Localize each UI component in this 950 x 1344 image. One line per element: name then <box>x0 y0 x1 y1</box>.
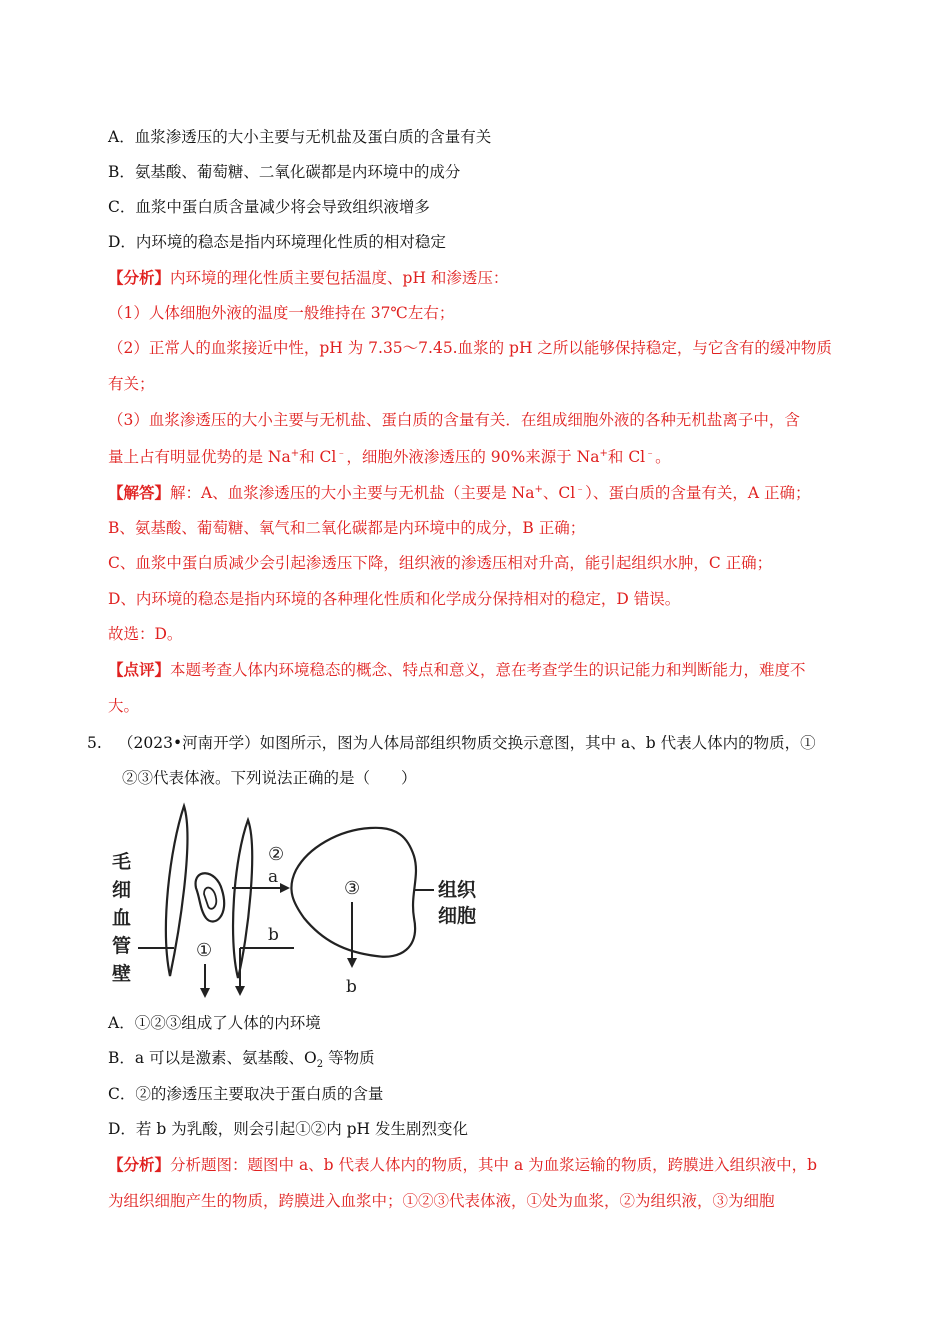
option-a: A．血浆渗透压的大小主要与无机盐及蛋白质的含量有关 <box>108 128 492 146</box>
q5-analysis-line-2: 为组织细胞产生的物质，跨膜进入血浆中；①②③代表体液，①处为血浆，②为组织液，③为细胞 <box>108 1192 775 1210</box>
option-c: C．血浆中蛋白质含量减少将会导致组织液增多 <box>108 198 430 216</box>
arrow-b-head <box>235 986 245 996</box>
label-char: 毛 <box>112 851 132 873</box>
superscript: ﹣ <box>645 447 656 459</box>
answer-part: 解：A、血浆渗透压的大小主要与无机盐（主要是 Na <box>170 484 535 502</box>
q5-analysis-tag: 【分析】 <box>108 1155 171 1174</box>
subscript: 2 <box>316 1059 324 1071</box>
analysis-line-4: 有关； <box>108 375 155 393</box>
label-b-mid: b <box>268 925 279 945</box>
q5-option-a: A．①②③组成了人体的内环境 <box>108 1014 321 1032</box>
q5-option-b-part: 等物质 <box>323 1049 375 1067</box>
answer-line-4: D、内环境的稳态是指内环境的各种理化性质和化学成分保持相对的稳定，D 错误。 <box>108 590 681 608</box>
review-tag: 【点评】 <box>108 660 171 679</box>
analysis-line-2: （1）人体细胞外液的温度一般维持在 37℃左右； <box>108 304 455 322</box>
blood-cell-inner <box>204 888 216 909</box>
label-a: a <box>268 867 279 887</box>
capillary-wall-left <box>166 806 187 976</box>
marker-2: ② <box>268 844 285 865</box>
answer-line-3: C、血浆中蛋白质减少会引起渗透压下降，组织液的渗透压相对升高，能引起组织水肿，C 正确； <box>108 554 773 572</box>
tissue-exchange-diagram <box>108 798 488 1003</box>
arrow-1-head <box>200 988 210 998</box>
analysis-line-6-part: ，细胞外液渗透压的 90%来源于 Na <box>346 448 600 466</box>
superscript: + <box>599 447 608 459</box>
answer-line-1 <box>108 482 811 504</box>
analysis-tag: 【分析】 <box>108 268 171 287</box>
tissue-cell-label-1: 组织 <box>438 879 477 901</box>
label-char: 细 <box>112 879 132 901</box>
label-char: 管 <box>112 935 132 957</box>
question-number: 5. <box>87 734 102 752</box>
analysis-line-6-part: 和 Cl <box>607 448 646 466</box>
analysis-line-3: （2）正常人的血浆接近中性，pH 为 7.35～7.45.血浆的 pH 之所以能够保持稳定，与它含有的缓冲物质 <box>108 339 832 357</box>
superscript: ﹣ <box>575 483 586 495</box>
q5-analysis-line-1 <box>108 1154 817 1176</box>
analysis-line-6 <box>108 446 671 468</box>
label-char: 壁 <box>112 963 132 985</box>
q5-analysis-text: 分析题图：题图中 a、b 代表人体内的物质，其中 a 为血浆运输的物质，跨膜进入组织液中，b <box>170 1156 818 1174</box>
question-line-2: ②③代表体液。下列说法正确的是（ ） <box>122 769 417 787</box>
superscript: ﹣ <box>336 447 347 459</box>
answer-line-5: 故选：D。 <box>108 625 183 643</box>
option-d: D．内环境的稳态是指内环境理化性质的相对稳定 <box>108 233 446 251</box>
blood-cell-outer <box>196 873 225 921</box>
label-char: 血 <box>112 907 132 929</box>
capillary-wall-right <box>233 820 252 978</box>
arrow-3-head <box>347 958 357 968</box>
analysis-text: 内环境的理化性质主要包括温度、pH 和渗透压： <box>170 269 509 287</box>
label-b-bottom: b <box>346 977 357 997</box>
review-line-2: 大。 <box>108 697 140 715</box>
marker-1: ① <box>196 940 213 961</box>
q5-option-b-part: B．a 可以是激素、氨基酸、O <box>108 1049 317 1067</box>
superscript: + <box>534 483 543 495</box>
analysis-line-6-part: 。 <box>655 448 671 466</box>
q5-option-b <box>108 1047 375 1069</box>
answer-part: 、Cl <box>542 484 576 502</box>
review-text: 本题考查人体内环境稳态的概念、特点和意义，意在考查学生的识记能力和判断能力，难度不 <box>170 661 806 679</box>
answer-line-2: B、氨基酸、葡萄糖、氧气和二氧化碳都是内环境中的成分，B 正确； <box>108 519 586 537</box>
option-b: B．氨基酸、葡萄糖、二氧化碳都是内环境中的成分 <box>108 163 461 181</box>
review-line-1 <box>108 659 806 681</box>
analysis-line-6-part: 量上占有明显优势的是 Na <box>108 448 291 466</box>
answer-tag: 【解答】 <box>108 483 171 502</box>
analysis-line-5: （3）血浆渗透压的大小主要与无机盐、蛋白质的含量有关．在组成细胞外液的各种无机盐离子中，含 <box>108 411 800 429</box>
q5-option-d: D．若 b 为乳酸，则会引起①②内 pH 发生剧烈变化 <box>108 1120 468 1138</box>
answer-part: ）、蛋白质的含量有关，A 正确； <box>585 484 811 502</box>
analysis-line-6-part: 和 Cl <box>299 448 337 466</box>
arrow-a-head <box>280 883 290 893</box>
superscript: + <box>290 447 300 459</box>
q5-option-c: C．②的渗透压主要取决于蛋白质的含量 <box>108 1085 384 1103</box>
tissue-cell-label-2: 细胞 <box>438 905 477 927</box>
analysis-line-1 <box>108 267 508 289</box>
question-line-1: （2023•河南开学）如图所示，图为人体局部组织物质交换示意图，其中 a、b 代表人体内的物质，① <box>118 734 816 752</box>
capillary-wall-label <box>112 851 131 985</box>
marker-3: ③ <box>344 878 361 899</box>
